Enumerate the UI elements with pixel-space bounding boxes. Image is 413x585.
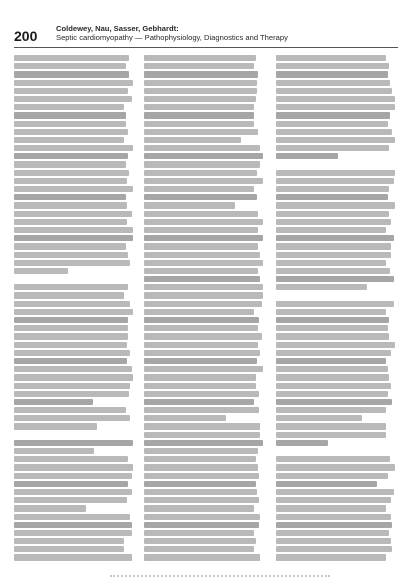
text-line (276, 71, 388, 77)
text-line (14, 391, 129, 397)
text-line (276, 309, 386, 315)
text-line (144, 333, 262, 339)
text-line (276, 464, 395, 470)
text-line (276, 489, 394, 495)
text-line (276, 227, 386, 233)
text-line (144, 202, 235, 208)
text-line (14, 522, 132, 528)
text-line (14, 374, 133, 380)
running-head-authors: Coldewey, Nau, Sasser, Gebhardt: (56, 24, 179, 33)
text-line (14, 423, 97, 429)
text-line (14, 129, 128, 135)
text-line (144, 243, 258, 249)
text-line (14, 186, 133, 192)
text-line (14, 260, 130, 266)
text-line (144, 522, 259, 528)
text-line (14, 473, 132, 479)
text-line (144, 514, 260, 520)
text-line (14, 538, 124, 544)
text-line (276, 63, 389, 69)
text-line (276, 121, 388, 127)
text-line (14, 317, 128, 323)
text-line (276, 481, 377, 487)
text-line (276, 538, 391, 544)
text-line (144, 252, 260, 258)
text-line (276, 407, 386, 413)
text-line (14, 505, 86, 511)
text-line (14, 342, 127, 348)
text-line (276, 194, 388, 200)
text-line (144, 481, 256, 487)
text-line (144, 456, 256, 462)
text-line (144, 301, 262, 307)
text-line (276, 268, 390, 274)
page-number: 200 (14, 28, 38, 44)
text-line (144, 448, 258, 454)
text-line (276, 522, 392, 528)
text-line (276, 153, 338, 159)
text-line (144, 432, 260, 438)
text-line (14, 514, 130, 520)
text-column-left (14, 55, 134, 567)
text-line (14, 489, 132, 495)
text-line (14, 554, 132, 560)
text-line (14, 325, 128, 331)
text-line (144, 235, 263, 241)
text-line (14, 63, 126, 69)
text-line (276, 325, 388, 331)
text-line (144, 497, 259, 503)
text-line (144, 309, 254, 315)
text-line (14, 137, 124, 143)
text-line (276, 219, 391, 225)
text-line (276, 235, 394, 241)
text-line (14, 55, 129, 61)
text-line (276, 145, 389, 151)
text-line (144, 104, 254, 110)
text-line (276, 317, 389, 323)
text-line (276, 423, 386, 429)
text-line (144, 505, 254, 511)
text-line (14, 178, 127, 184)
text-line (14, 456, 128, 462)
text-line (144, 489, 257, 495)
text-line (144, 194, 257, 200)
text-line (144, 161, 260, 167)
text-line (14, 366, 132, 372)
text-line (144, 317, 259, 323)
text-line (144, 145, 260, 151)
text-line (14, 202, 127, 208)
text-line (144, 399, 254, 405)
text-line (276, 260, 386, 266)
text-line (144, 112, 254, 118)
text-line (14, 153, 128, 159)
text-line (14, 301, 130, 307)
text-line (14, 309, 133, 315)
text-line (276, 243, 391, 249)
text-line (144, 374, 256, 380)
text-line (14, 252, 128, 258)
text-line (144, 186, 254, 192)
text-line (14, 243, 126, 249)
text-line (14, 170, 129, 176)
running-head (56, 24, 401, 42)
text-line (276, 350, 391, 356)
text-line (276, 374, 389, 380)
text-line (276, 186, 389, 192)
text-line (144, 63, 254, 69)
text-line (276, 112, 390, 118)
text-line (144, 407, 259, 413)
text-line (276, 211, 389, 217)
text-line (14, 96, 132, 102)
text-line (276, 104, 395, 110)
text-line (276, 301, 394, 307)
text-line (276, 96, 395, 102)
text-line (14, 211, 132, 217)
text-line (144, 554, 260, 560)
text-line (276, 554, 386, 560)
text-line (14, 71, 129, 77)
text-line (14, 145, 133, 151)
text-line (14, 104, 124, 110)
text-line (276, 473, 388, 479)
text-line (144, 423, 260, 429)
text-line (14, 80, 133, 86)
text-line (276, 383, 391, 389)
text-line (144, 546, 254, 552)
text-line (144, 415, 226, 421)
text-line (144, 153, 263, 159)
text-line (14, 121, 126, 127)
text-line (144, 137, 241, 143)
text-line (144, 538, 256, 544)
text-line (144, 55, 256, 61)
text-line (14, 497, 127, 503)
text-line (144, 358, 257, 364)
text-line (14, 88, 128, 94)
text-line (144, 88, 257, 94)
text-line (14, 350, 130, 356)
text-line (144, 383, 256, 389)
text-line (144, 530, 254, 536)
text-line (276, 456, 390, 462)
text-line (144, 342, 258, 348)
text-line (276, 530, 389, 536)
text-line (276, 514, 391, 520)
text-line (14, 530, 132, 536)
text-line (144, 129, 258, 135)
text-line (276, 276, 394, 282)
text-line (14, 415, 130, 421)
text-line (276, 129, 392, 135)
text-line (144, 227, 258, 233)
text-line (14, 358, 127, 364)
text-line (14, 546, 124, 552)
text-line (14, 383, 130, 389)
text-line (144, 121, 254, 127)
text-line (14, 161, 126, 167)
header-divider (14, 47, 398, 48)
text-line (276, 137, 395, 143)
text-line (276, 505, 386, 511)
text-line (144, 473, 259, 479)
text-line (14, 219, 127, 225)
text-line (144, 276, 260, 282)
text-line (276, 170, 395, 176)
text-line (276, 415, 362, 421)
text-line (276, 88, 392, 94)
text-line (144, 219, 263, 225)
text-line (144, 71, 258, 77)
text-line (276, 440, 328, 446)
text-column-middle (144, 55, 264, 567)
text-line (276, 497, 391, 503)
text-line (276, 80, 390, 86)
running-head-title: Septic cardiomyopathy — Pathophysiology, Diagnostics and Therapy (56, 33, 288, 42)
text-line (144, 80, 257, 86)
text-line (144, 96, 256, 102)
text-line (144, 464, 258, 470)
text-line (14, 227, 133, 233)
text-line (14, 440, 133, 446)
text-line (144, 268, 258, 274)
text-line (144, 350, 260, 356)
text-column-right (276, 55, 396, 567)
text-line (14, 292, 124, 298)
footer-line (110, 575, 330, 577)
text-line (144, 178, 263, 184)
text-line (276, 432, 386, 438)
text-line (276, 546, 392, 552)
text-line (144, 211, 258, 217)
text-line (14, 448, 94, 454)
text-line (144, 366, 263, 372)
text-line (276, 333, 389, 339)
text-line (144, 292, 263, 298)
text-line (14, 112, 126, 118)
text-line (276, 342, 395, 348)
text-line (14, 194, 126, 200)
text-line (14, 399, 93, 405)
text-line (276, 358, 386, 364)
text-line (144, 325, 258, 331)
text-line (276, 366, 388, 372)
text-line (276, 399, 392, 405)
text-line (144, 391, 259, 397)
body-columns (14, 55, 398, 567)
text-line (144, 260, 263, 266)
text-line (276, 284, 367, 290)
text-line (14, 333, 128, 339)
text-line (276, 202, 395, 208)
text-line (144, 440, 263, 446)
text-line (276, 178, 394, 184)
text-line (14, 235, 133, 241)
text-line (144, 170, 257, 176)
text-line (14, 407, 126, 413)
text-line (14, 284, 128, 290)
text-line (276, 391, 388, 397)
text-line (276, 252, 391, 258)
text-line (144, 284, 263, 290)
text-line (276, 55, 386, 61)
text-line (14, 464, 133, 470)
text-line (14, 481, 128, 487)
text-line (14, 268, 68, 274)
